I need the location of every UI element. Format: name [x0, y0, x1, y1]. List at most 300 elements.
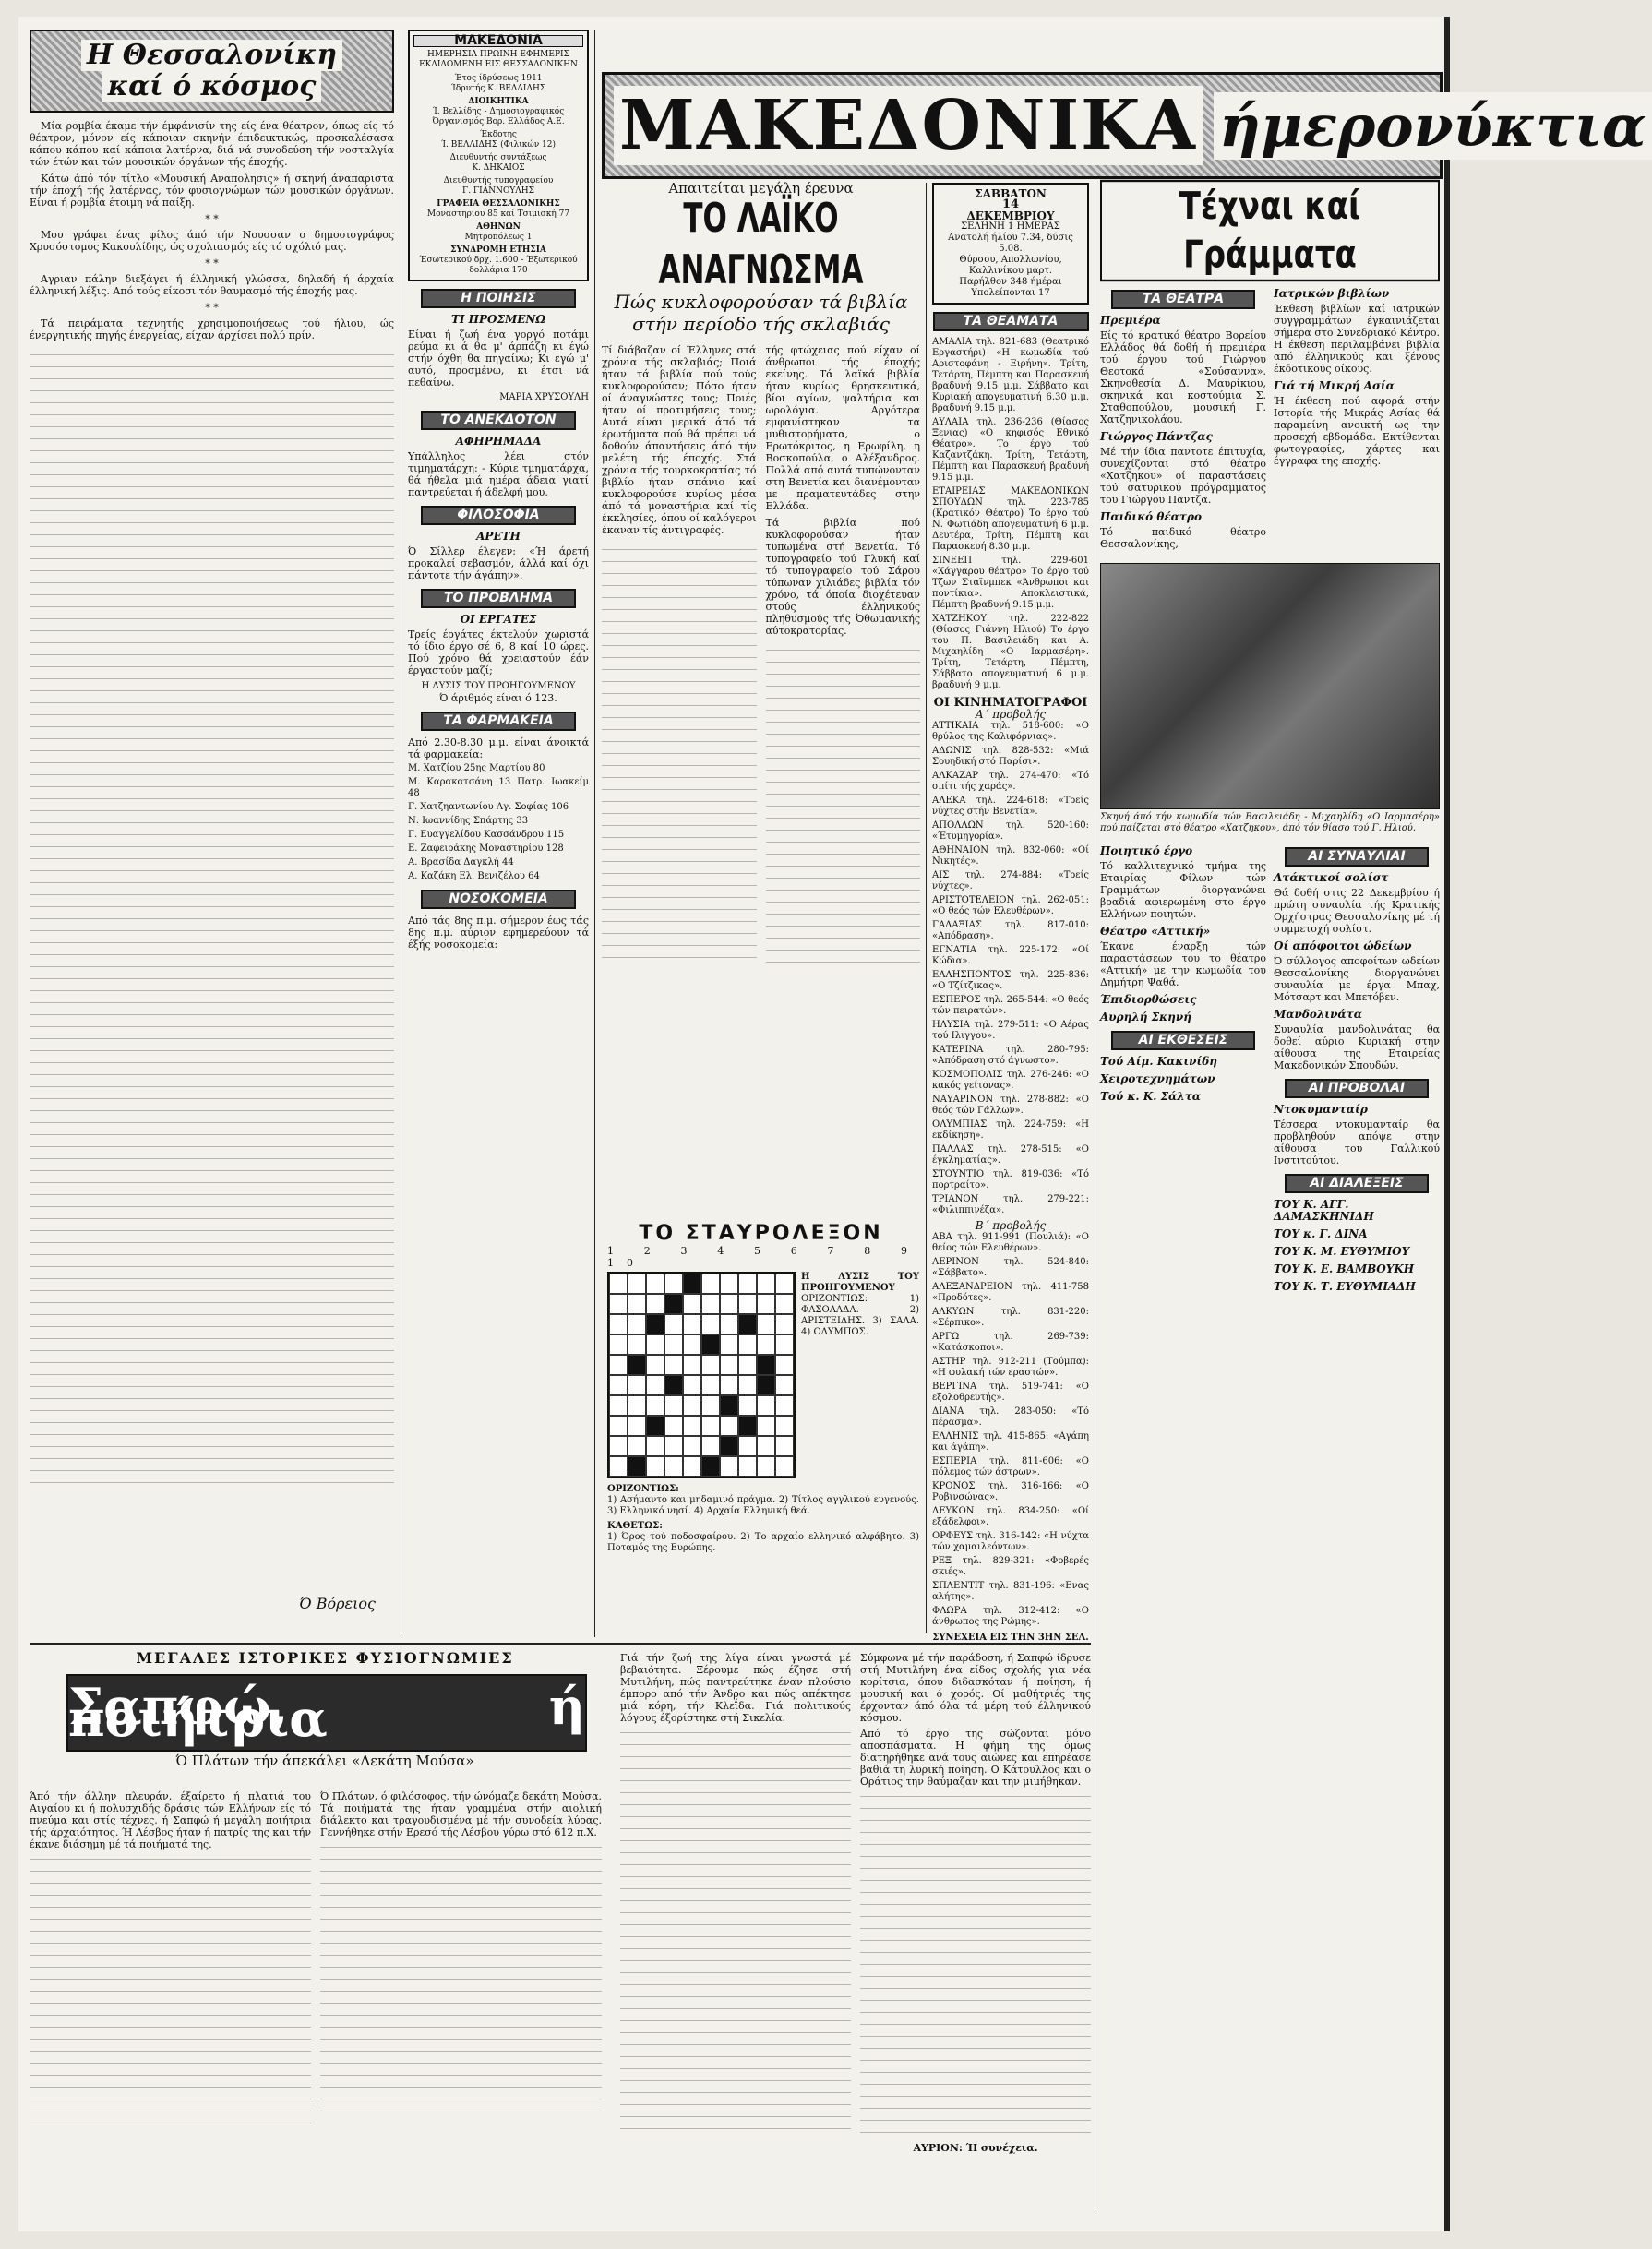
theatre-item: ΕΤΑΙΡΕΙΑΣ ΜΑΚΕΔΟΝΙΚΩΝ ΣΠΟΥΔΩΝ τηλ. 223-785 (Κρατικόν Θέατρο) Το έργο τού Ν. Φωτιάδη απογευματινή 6 μ.μ. Δευτέρα, Τρίτη, Πέμπτη και Παρασκευή 8.30 μ.μ. — [932, 486, 1089, 552]
cinema-item: ΚΑΤΕΡΙΝΑ τηλ. 280-795: «Απόδραση στό άγνωστο». — [932, 1045, 1089, 1066]
section-head-hospitals: ΝΟΣΟΚΟΜΕΙΑ — [421, 890, 577, 909]
crossword-cell — [664, 1355, 683, 1375]
middle-column — [408, 30, 589, 1637]
crossword-cell — [757, 1274, 775, 1294]
attiki-subhead: Θέατρο «Αττική» — [1100, 925, 1211, 938]
cinema-item: ΑΣΤΗΡ τηλ. 912-211 (Τούμπα): «Η φυλακή τών εραστών». — [932, 1357, 1089, 1378]
crossword-cell — [775, 1456, 794, 1477]
crossword-cell — [683, 1355, 701, 1375]
sappho-article — [30, 1649, 1091, 2224]
listings-column — [932, 183, 1089, 1807]
crossword-across-label: ΟΡΙΖΟΝΤΙΩΣ: — [607, 1484, 679, 1494]
crossword-cell — [664, 1436, 683, 1456]
crossword-cell — [757, 1314, 775, 1334]
crossword-cell — [701, 1416, 720, 1436]
text-lines-filler — [30, 1850, 311, 2127]
date-remaining: Υπολείπονται 17 — [971, 288, 1050, 298]
mandolins-subhead: Μανδολινάτα — [1274, 1008, 1362, 1021]
crossword-cell — [738, 1274, 757, 1294]
sappho-col-text: Ό Πλάτων, ό φιλόσοφος, τήν ώνόμαζε δεκάτη Μούσα. Τά ποιήματά της ήταν γραμμένα στήν αιολική διάλεκτο και τραγουδισμένα μέ τήν συνοδεία λύρας. Γεννήθηκε στήν Ερεσό τής Λέσβου γύρω στό 612 π.Χ. — [320, 1790, 602, 1838]
masthead-management: Ί. Βελλίδης - Δημοσιογραφικός Όργανισμός Βορ. Ελλάδος Α.Ε. — [432, 107, 565, 126]
cinema-item: ΤΡΙΑΝΟΝ τηλ. 279-221: «Φιλιππινέζα». — [932, 1194, 1089, 1215]
masthead-logo: ΜΑΚΕΔΟΝΙΑ — [413, 35, 583, 47]
crossword-cell — [720, 1375, 738, 1395]
crossword-cell — [683, 1395, 701, 1416]
books-subhead: Ιατρικών βιβλίων — [1274, 287, 1390, 300]
arts-col — [1274, 282, 1440, 550]
left-column-title-line1: Η Θεσσαλονίκη — [81, 40, 342, 71]
cinema-item: ΟΡΦΕΥΣ τηλ. 316-142: «Η νύχτα τών χαμαιλεόντων». — [932, 1531, 1089, 1552]
crossword-cell — [609, 1375, 628, 1395]
arts-col — [1100, 840, 1266, 1296]
concert-subhead: Ατάκτικοί σολίστ — [1274, 871, 1389, 884]
crossword-black-cell — [720, 1436, 738, 1456]
sappho-col — [620, 1652, 851, 2154]
left-paragraph: Τά πειράματα τεχνητής χρησιμοποιήσεως τού ήλιου, ώς ένεργητικής πηγής ένεργείας, είχαν άρχίσει πολύ πρίν. — [30, 317, 394, 341]
crossword-black-cell — [683, 1274, 701, 1294]
crossword-cell — [775, 1274, 794, 1294]
arts-top — [1100, 282, 1440, 550]
date-elapsed: Παρήλθον 348 ήμέραι — [959, 277, 1062, 287]
crossword-cell — [757, 1395, 775, 1416]
cinema-item: ΣΠΛΕΝΤΙΤ τηλ. 831-196: «Ενας αλήτης». — [932, 1581, 1089, 1602]
feature-headline: ΤΟ ΛΑΪΚΟ ΑΝΑΓΝΩΣΜΑ — [658, 195, 864, 294]
lecture-list — [1274, 1199, 1440, 1293]
sappho-title-box — [66, 1674, 587, 1752]
cinema-item: ΡΕΞ τηλ. 829-321: «Φοβερές σκιές». — [932, 1556, 1089, 1577]
arts-title: Τέχναι καί Γράμματα — [1100, 180, 1440, 281]
section-head-anecdote: ΤΟ ΑΝΕΚΔΟΤΟΝ — [421, 411, 577, 430]
sappho-title: Σαπφώ, ή ποιήτρια — [68, 1677, 585, 1748]
philosophy-subhead: ΑΡΕΤΗ — [476, 530, 521, 543]
cinema-item: ΑΛΚΥΩΝ τηλ. 831-220: «Σέρπικο». — [932, 1307, 1089, 1328]
show-item: Χειροτεχνημάτων — [1100, 1072, 1215, 1085]
left-column-title-line2: καί ό κόσμος — [102, 71, 322, 102]
middle-sections — [408, 289, 589, 951]
crossword-cell — [683, 1416, 701, 1436]
cinema-item: ΑΛΚΑΖΑΡ τηλ. 274-470: «Τό σπίτι τής χαράς». — [932, 771, 1089, 792]
crossword-cell — [609, 1274, 628, 1294]
text-lines-filler — [766, 641, 921, 974]
crossword-cell — [628, 1314, 646, 1334]
crossword-cell — [738, 1456, 757, 1477]
left-column-body: Μία ρομβία έκαμε τήν έμφάνισίν της είς ένα θέατρον, όπως είς τό θέατρον, μόνον είς κάποιαν σκηνήν έπιδεικτικώς, προσκαλέσασα κάπου κάπου καί κάποια λατέρνα, διά νά συνοδεύση τήν νοσταλγία τών έτών και τών μουσικών όργάνων τής έποχής. Κάτω άπό τόν τίτλο «Μουσική Αναπολησις» ή σκηνή άναπαριστα τήν έποχή τής λατέρνας, τόν φυσιογνώμων τών μουσικών όργάνων. Είναι ή ρομβία έτοιμη νά παίξη. * * Μου γράφει ένας φίλος άπό τήν Νουσσαν ο δημοσιογράφος Χρυσόστομος Κακουλίδης, ώς σχολιασμός είς τό σχόλιό μας. * * Αγριαν πάλην διεξάγει ή έλληνική γλώσσα, δηλαδή ή άρχαία έλληνική λέξις. Από τούς είκοσι τόν θαυμασμό τής έποχής μας. * * Τά πειράματα τεχνητής χρησιμοποιήσεως τού ήλιου, ώς ένεργητικής πηγής ένεργείας, είχαν άρχίσει πολύ πρίν. — [30, 120, 394, 1490]
cinema-item: ΑΕΡΙΝΟΝ τηλ. 524-840: «Σάββατο». — [932, 1257, 1089, 1278]
main-header-subtitle: ήμερονύκτια — [1214, 92, 1652, 160]
crossword-black-cell — [720, 1395, 738, 1416]
masthead-director: Γ. ΓΙΑΝΝΟΥΛΗΣ — [461, 186, 535, 196]
concert-text: Θά δοθή στις 22 Δεκεμβρίου ή πρώτη συναυλία τής Κρατικής Ορχήστρας Θεσσαλονίκης μέ τή συμμετοχή σολίστ. — [1274, 887, 1440, 935]
crossword-cell — [775, 1355, 794, 1375]
premiere-text: Είς τό κρατικό θέατρο Βορείου Ελλάδος θά δοθή ή πρεμιέρα τού έργου τού Γιώργου Θεοτοκά «Σούσαννα». Σκηνοθεσία Δ. Μαυρίκιου, σκηνικά και κοστούμια Σ. Σταθοπούλου, μουσική Γ. Χατζηνικολάου. — [1100, 329, 1266, 425]
feature-article — [602, 180, 920, 1221]
arts-column — [1100, 183, 1440, 2222]
text-lines-filler — [320, 1838, 602, 2115]
crossword-cell — [664, 1456, 683, 1477]
crossword-cell — [720, 1456, 738, 1477]
section-head-screenings: ΑΙ ΠΡΟΒΟΛΑΙ — [1285, 1079, 1429, 1098]
books-text: Έκθεση βιβλίων καί ιατρικών συγγραμμάτων έγκαινιάζεται σήμερα στο Συνεδριακό Κέντρο. Η έκθεση περιλαμβάνει βιβλία από έλληνικούς και ξένους έκδοτικούς οίκους. — [1274, 303, 1441, 375]
column-rule — [594, 30, 595, 1637]
date-month: ΔΕΚΕΜΒΡΙΟΥ — [966, 209, 1055, 222]
date-sun: Ανατολή ήλίου 7.34, δύσις 5.08. — [948, 233, 1073, 254]
crossword-cell — [720, 1294, 738, 1314]
crossword-grid — [607, 1272, 796, 1478]
lecture-item: ΤΟΥ Κ. Ε. ΒΑΜΒΟΥΚΗ — [1274, 1262, 1415, 1275]
crossword-cell — [683, 1294, 701, 1314]
cinema-item: ΕΣΠΕΡΙΑ τηλ. 811-606: «Ο πόλεμος τών άστρων». — [932, 1456, 1089, 1477]
crossword-black-cell — [646, 1314, 664, 1334]
crossword-black-cell — [646, 1416, 664, 1436]
crossword-cell — [628, 1395, 646, 1416]
crossword-cell — [683, 1456, 701, 1477]
cinema-item: ΟΛΥΜΠΙΑΣ τηλ. 224-759: «Η εκδίκηση». — [932, 1119, 1089, 1141]
cinema-item: ΑΙΣ τηλ. 274-884: «Τρείς νύχτες». — [932, 870, 1089, 891]
crossword-clues — [607, 1484, 919, 1554]
feature-kicker: Απαιτείται μεγάλη έρευνα — [668, 180, 854, 197]
aurelio-subhead: Αυρηλή Σκηνή — [1100, 1011, 1191, 1023]
photo-caption: Σκηνή άπό τήν κωμωδία τών Βασιλειάδη - Μιχαηλίδη «Ο Ιαρμασέρη» πού παίζεται στό θέατρο «Χατζηκου», άπό τόν θίασο τού Γ. Ηλιού. — [1100, 812, 1440, 833]
poetry-author: ΜΑΡΙΑ ΧΡΥΣΟΥΛΗ — [499, 392, 589, 402]
section-head-philosophy: ΦΙΛΟΣΟΦΙΑ — [421, 506, 577, 525]
poetry-subhead: ΤΙ ΠΡΟΣΜΕΝΩ — [450, 313, 546, 326]
crossword-black-cell — [738, 1416, 757, 1436]
arts-col — [1100, 282, 1266, 550]
theatre-list — [932, 337, 1089, 691]
masthead-offices-label: ΓΡΑΦΕΙΑ ΘΕΣΣΑΛΟΝΙΚΗΣ — [437, 199, 560, 209]
crossword-cell — [646, 1395, 664, 1416]
first-run-list — [932, 721, 1089, 1216]
crossword-cell — [646, 1375, 664, 1395]
crossword-black-cell — [738, 1314, 757, 1334]
crossword-cell — [738, 1355, 757, 1375]
date-moon: ΣΕΛΗΝΗ 1 ΗΜΕΡΑΣ — [961, 221, 1060, 232]
crossword-cell — [701, 1314, 720, 1334]
crossword-across: 1) Ασήμαντο και μηδαμινό πράγμα. 2) Τίτλος αγγλικού ευγενούς. 3) Ελληνικό νησί. 4) Αρχαία Ελληνική θεά. — [607, 1495, 919, 1516]
crossword-black-cell — [664, 1294, 683, 1314]
sappho-col-text: Άπό τήν άλλην πλευράν, έξαίρετο ή πλατιά του Αιγαίου κι ή πολυσχιδής δράσις τών Ελλήνων είς τό πνεύμα και στίς τέχνες, ή Σαπφώ ή μεγάλη ποιήτρια τής άρχαιότητος. Ή Λέσβος ήταν ή πατρίς της και τήν έκανε διάσημη μέ τά ποιήματά της. — [30, 1790, 311, 1850]
cinema-item: ΗΛΥΣΙΑ τηλ. 279-511: «Ο Αέρας τού Ιλιγγου». — [932, 1020, 1089, 1041]
attiki-text: Έκανε έναρξη τών παραστάσεων του το θέατρο «Αττική» με την κωμωδία του Δημήτρη Ψαθά. — [1100, 940, 1266, 988]
anecdote-text: Υπάλληλος λέει στόν τιμηματάρχη: - Κύριε τμηματάρχα, θά ήθελα μιά ημέρα άδεια γιατί παντρεύεται ή άδελφή μου. — [408, 450, 589, 498]
crossword-cell — [757, 1456, 775, 1477]
sappho-col-text: Γιά τήν ζωή της λίγα είναι γνωστά μέ βεβαιότητα. Ξέρουμε πώς έζησε στή Μυτιλήνη, πώς παντρεύτηκε έναν πλούσιο έμπορο από τήν Άνδρο και πώς απέκτησε μιά κόρη, τήν Κλεΐδα. Γιά πολιτικούς λόγους έξορίστηκε στή Σικελία. — [620, 1652, 851, 1724]
cinema-item: ΔΙΑΝΑ τηλ. 283-050: «Τό πέρασμα». — [932, 1406, 1089, 1428]
crossword-cell — [646, 1274, 664, 1294]
pharmacies-text: Από 2.30-8.30 μ.μ. είναι άνοικτά τά φαρμακεία: — [408, 736, 589, 760]
crossword-black-cell — [757, 1355, 775, 1375]
crossword-cell — [775, 1416, 794, 1436]
cinema-item: ΑΡΓΩ τηλ. 269-739: «Κατάσκοποι». — [932, 1332, 1089, 1353]
crossword-cell — [609, 1456, 628, 1477]
music-text: Ό σύλλογος αποφοίτων ωδείων Θεσσαλονίκης διοργανώνει συναυλία με έργα Μπαχ, Μότσαρτ και Μπετόβεν. — [1274, 955, 1440, 1003]
crossword-cell — [738, 1294, 757, 1314]
crossword-cell — [757, 1294, 775, 1314]
cinema-item: ΑΛΕΞΑΝΔΡΕΙΟΝ τηλ. 411-758 «Προδότες». — [932, 1282, 1089, 1303]
crossword-cell — [609, 1334, 628, 1355]
pharmacy-item: Μ. Καρακατσάνη 13 Πατρ. Ιωακείμ 48 — [408, 777, 589, 798]
crossword-cell — [646, 1334, 664, 1355]
masthead-athens-label: ΑΘΗΝΩΝ — [476, 222, 521, 232]
crossword-black-cell — [701, 1456, 720, 1477]
cinema-item: ΑΛΕΚΑ τηλ. 224-618: «Τρείς νύχτες στήν Βενετία». — [932, 796, 1089, 817]
lecture-item: ΤΟΥ Κ. Τ. ΕΥΘΥΜΙΑΔΗ — [1274, 1280, 1416, 1293]
arts-bottom — [1100, 840, 1440, 1296]
text-lines-filler — [602, 541, 757, 965]
crossword-cell — [775, 1375, 794, 1395]
sappho-subtitle: Ό Πλάτων τήν άπεκάλει «Δεκάτη Μούσα» — [175, 1753, 474, 1769]
sappho-col — [860, 1652, 1091, 2154]
crossword-cell — [701, 1395, 720, 1416]
main-header-title: ΜΑΚΕΔΟΝΙΚΑ — [614, 86, 1203, 165]
cinema-item: ΑΠΟΛΛΩΝ τηλ. 520-160: «Έτυμηγορία». — [932, 820, 1089, 842]
show-item: Τού κ. Κ. Σάλτα — [1100, 1090, 1202, 1103]
crossword-cell — [738, 1375, 757, 1395]
premiere-subhead: Πρεμιέρα — [1100, 314, 1161, 327]
crossword-cell — [775, 1334, 794, 1355]
repairs-subhead: Έπιδιορθώσεις — [1100, 993, 1197, 1006]
crossword-cell — [738, 1436, 757, 1456]
philosophy-text: Ό Σίλλερ έλεγεν: «Ή άρετή προκαλεί σεβασμόν, άλλά καί όχι πάντοτε τήν άγάπην». — [408, 545, 589, 581]
crossword-cell — [664, 1314, 683, 1334]
feature-col-text: Τί διάβαζαν οί Έλληνες στά χρόνια τής σκλαβιάς; Ποιά ήταν τά βιβλία πού τούς κυκλοφορούσαν; Πόσο ήταν οί άναγνώστες τους; Ποιές ήταν οί προτιμήσεις τους; Αυτά είναι μερικά άπό τά έρωτήματα πού θά πρέπει νά δοθούν άπαντήσεις άπό τήν μελέτη τής έποχής. Στά χρόνια τής τουρκοκρατίας τό βιβλίο ήταν σπάνιο καί κυκλοφορούσε κυρίως μέσα άπό τά μοναστήρια καί τίς έκκλησίες, όπου οί καλόγεροι έκαναν τίς άντιγραφές. — [602, 344, 757, 536]
crossword-cell — [646, 1355, 664, 1375]
crossword-cell — [628, 1416, 646, 1436]
text-lines-filler — [30, 346, 394, 1490]
masthead-founded: Έτος ίδρύσεως 1911 — [454, 74, 543, 83]
arts-col — [1274, 840, 1440, 1296]
pharmacy-item: Α. Καζάκη Ελ. Βενιζέλου 64 — [408, 871, 540, 881]
feature-col-text: τής φτώχειας πού είχαν οί άνθρωποι τής έποχής εκείνης. Τά λαϊκά βιβλία ήταν κυρίως θρησκευτικά, βίοι αγίων, ψαλτήρια και ωρολόγια. Αργότερα εμφανίστηκαν τα μυθιστορήματα, ο Ερωτόκριτος, η Ερωφίλη, η Βοσκοπούλα, ο Αλέξανδρος. Πολλά από αυτά τυπώνονταν στη Βενετία και διανέμονταν με πραματευτάδες στην Ελλάδα. — [765, 344, 920, 512]
feature-body — [602, 344, 920, 974]
crossword-cell — [757, 1334, 775, 1355]
theatre-item: ΣΙΝΕΕΠ τηλ. 229-601 «Χάγγαρου θέατρο» Το έργο τού Τζων Σταϊνμπεκ «Άνθρωποι και ποντίκια». Αποκλειστικά, Πέμπτη βραδυνή 9.15 μ.μ. — [932, 556, 1089, 610]
left-paragraph: Μία ρομβία έκαμε τήν έμφάνισίν της είς ένα θέατρον, όπως είς τό θέατρον, μόνον είς κάποιαν σκηνήν έπιδεικτικώς, προσκαλέσασα κάπου κάπου καί κάποια λατέρνα, διά νά συνοδεύση τήν νοσταλγία τών έτών και τών μουσικών όργάνων τής έποχής. — [30, 120, 394, 168]
feature-col — [766, 344, 921, 974]
crossword-numbers: 1 2 3 4 5 6 7 8 9 10 — [607, 1245, 920, 1269]
crossword-cell — [775, 1294, 794, 1314]
section-head-problem: ΤΟ ΠΡΟΒΛΗΜΑ — [421, 589, 577, 608]
problem-answer: Ό άριθμός είναι ό 123. — [439, 692, 557, 704]
second-run-head: Β΄ προβολής — [975, 1219, 1047, 1232]
crossword-cell — [701, 1294, 720, 1314]
section-head-concerts: ΑΙ ΣΥΝΑΥΛΙΑΙ — [1285, 847, 1429, 867]
crossword-cell — [646, 1436, 664, 1456]
pharmacy-item: Γ. Χατζηαντωνίου Αγ. Σοφίας 106 — [408, 802, 569, 812]
crossword-black-cell — [628, 1456, 646, 1477]
column-rule — [926, 183, 927, 1633]
crossword-cell — [628, 1274, 646, 1294]
left-column — [30, 30, 394, 1637]
crossword-cell — [720, 1334, 738, 1355]
theatre-item: ΧΑΤΖΗΚΟΥ τηλ. 222-822 (Θίασος Γιάννη Ηλιού) Το έργο του Π. Βασιλειάδη και Α. Μιχαηλίδη «Ο Ιαρμασέρη». Τρίτη, Τετάρτη, Πέμπτη, Σάββατο απογευματινή 6 μ.μ. βραδυνή 9 μ.μ. — [932, 614, 1089, 690]
masthead-subscriptions-label: ΣΥΝΔΡΟΜΗ ΕΤΗΣΙΑ — [450, 245, 546, 255]
left-paragraph: Μου γράφει ένας φίλος άπό τήν Νουσσαν ο δημοσιογράφος Χρυσόστομος Κακουλίδης, ώς σχολιασμός είς τό σχόλιό μας. — [30, 229, 394, 253]
crossword-cell — [720, 1314, 738, 1334]
section-head-poetry: Η ΠΟΙΗΣΙΣ — [421, 289, 577, 308]
cinema-item: ΕΣΠΕΡΟΣ τηλ. 265-544: «Ο θεός τών πειρατών». — [932, 995, 1089, 1016]
sappho-col-text: Από τό έργο της σώζονται μόνο αποσπάσματα. Η φήμη της όμως διατηρήθηκε ανά τους αιώνες και επηρέασε βαθιά τη λυρική ποίηση. Ο Κάτουλλος και ο Οράτιος την θαύμαζαν και την μιμήθηκαν. — [860, 1728, 1091, 1788]
crossword-cell — [609, 1416, 628, 1436]
crossword-cell — [664, 1416, 683, 1436]
masthead-editor: Κ. ΔΗΚΑΙΟΣ — [472, 163, 525, 173]
section-head-arts-theatre: ΤΑ ΘΕΑΤΡΑ — [1111, 290, 1255, 309]
cinema-item: ΑΤΤΙΚΑΙΑ τηλ. 518-600: «Ο θρύλος της Καλιφόρνιας». — [932, 721, 1089, 742]
crossword-black-cell — [757, 1375, 775, 1395]
sappho-body-right — [620, 1652, 1091, 2154]
asia-subhead: Γιά τή Μικρή Ασία — [1274, 379, 1395, 392]
masthead-founder: Ίδρυτής Κ. ΒΕΛΛΙΔΗΣ — [450, 84, 546, 93]
theatre-item: ΑΥΛΑΙΑ τηλ. 236-236 (Θίασος Ξενιας) «Ο κηφισός Εθνικό Θέατρο». Το έργο τού Καζαντζάκη. Τρίτη, Τετάρτη, Πέμπτη και Παρασκευή βραδυνή 9.15 μ.μ. — [932, 417, 1089, 483]
crossword-cell — [775, 1314, 794, 1334]
sappho-body-left — [30, 1790, 602, 2127]
text-lines-filler — [860, 1788, 1091, 2138]
lecture-item: ΤΟΥ Κ. Μ. ΕΥΘΥΜΙΟΥ — [1274, 1245, 1410, 1258]
sappho-col — [320, 1790, 602, 2127]
crossword-cell — [609, 1294, 628, 1314]
show-list — [1100, 1056, 1266, 1103]
crossword-cell — [628, 1375, 646, 1395]
crossword-cell — [738, 1334, 757, 1355]
crossword-cell — [609, 1355, 628, 1375]
first-run-head: Α΄ προβολής — [975, 708, 1047, 721]
crossword-cell — [609, 1395, 628, 1416]
pharmacy-item: Γ. Ευαγγελίδου Κασσάνδρου 115 — [408, 830, 565, 840]
crossword-cell — [701, 1274, 720, 1294]
crossword-cell — [683, 1314, 701, 1334]
cinema-item: ΝΑΥΑΡΙΝΟΝ τηλ. 278-882: «Ο θεός τών Γάλλων». — [932, 1095, 1089, 1116]
cinema-item: ΣΤΟΥΝΤΙΟ τηλ. 819-036: «Τό πορτραίτο». — [932, 1169, 1089, 1190]
crossword-cell — [701, 1355, 720, 1375]
masthead-box — [408, 30, 589, 281]
sappho-kicker: ΜΕΓΑΛΕΣ ΙΣΤΟΡΙΚΕΣ ΦΥΣΙΟΓΝΩΜΙΕΣ — [136, 1649, 514, 1667]
crossword-cell — [628, 1334, 646, 1355]
crossword-cell — [609, 1436, 628, 1456]
theatre-item: ΑΜΑΛΙΑ τηλ. 821-683 (Θεατρικό Εργαστήρι) «Η κωμωδία τού Αριστοφάνη - Ειρήνη». Τρίτη, Τετάρτη, Πέμπτη και Παρασκευή βραδυνή 9.15 μ.μ. Σάββατο και Κυριακή απογευματινή 6.30 μ.μ. βραδυνή 9.15 μ.μ. — [932, 337, 1089, 413]
screen-text: Τέσσερα ντοκυμανταίρ θα προβληθούν απόψε στην αίθουσα του Γαλλικού Ινστιτούτου. — [1274, 1119, 1440, 1166]
section-head-pharmacies: ΤΑ ΦΑΡΜΑΚΕΙΑ — [421, 712, 577, 731]
cinema-item: ΑΒΑ τηλ. 911-991 (Πουλιά): «Ο θείος τών Ελευθέρων». — [932, 1232, 1089, 1253]
masthead-publisher-label: Έκδοτης — [480, 130, 517, 139]
masthead-publisher: Ί. ΒΕΛΛΙΔΗΣ (Φιλικών 12) — [440, 140, 556, 150]
masthead-director-label: Διευθυντής τυπογραφείου — [443, 176, 554, 185]
left-column-signature: Ό Βόρειος — [299, 1595, 376, 1612]
lecture-item: ΤΟΥ κ. Γ. ΔΙΝΑ — [1274, 1227, 1368, 1240]
crossword-black-cell — [701, 1334, 720, 1355]
listings-continued: ΣΥΝΕΧΕΙΑ ΕΙΣ ΤΗΝ 3ΗΝ ΣΕΛ. — [932, 1633, 1089, 1643]
date-day: ΣΑΒΒΑΤΟΝ — [975, 187, 1047, 200]
masthead-subscriptions: Έσωτερικού δρχ. 1.600 - Έξωτερικού δολλάρια 170 — [419, 256, 578, 275]
cinema-item: ΚΡΟΝΟΣ τηλ. 316-166: «Ο Ροβινσώνας». — [932, 1481, 1089, 1502]
pharmacy-item: Α. Βρασίδα Δαγκλή 44 — [408, 857, 514, 867]
kids-text: Τό παιδικό θέατρο Θεσσαλονίκης, — [1100, 526, 1266, 550]
cinemas-head: ΟΙ ΚΙΝΗΜΑΤΟΓΡΑΦΟΙ — [933, 696, 1088, 710]
crossword-cell — [609, 1314, 628, 1334]
cinema-item: ΛΕΥΚΟΝ τηλ. 834-250: «Οί εξάδελφοι». — [932, 1506, 1089, 1527]
poetry-work-subhead: Ποιητικό έργο — [1100, 844, 1193, 857]
asia-text: Ή έκθεση πού αφορά στήν Ιστορία τής Μικράς Ασίας θά παραμείνη ανοικτή ως την προσεχή εβδομάδα. Εκτίθενται φωτογραφίες, χάρτες και έγγραφα της εποχής. — [1274, 395, 1440, 467]
crossword-head: ΤΟ ΣΤΑΥΡΟΛΕΞΟΝ — [639, 1222, 883, 1245]
second-run-list — [932, 1232, 1089, 1628]
lecture-item: ΤΟΥ Κ. ΑΓΓ. ΔΑΜΑΣΚΗΝΙΔΗ — [1274, 1198, 1374, 1223]
crossword-black-cell — [628, 1355, 646, 1375]
crossword-cell — [664, 1334, 683, 1355]
crossword-black-cell — [664, 1375, 683, 1395]
masthead-editor-label: Διευθυντής συντάξεως — [449, 153, 547, 162]
date-box — [932, 183, 1089, 305]
cinema-item: ΑΡΙΣΤΟΤΕΛΕΙΟΝ τηλ. 262-051: «Ο θεός τών Ελευθέρων». — [932, 895, 1089, 916]
kids-subhead: Παιδικό θέατρο — [1100, 510, 1202, 523]
cinema-item: ΠΑΛΛΑΣ τηλ. 278-515: «Ο έγκληματίας». — [932, 1144, 1089, 1166]
cinema-item: ΕΛΛΗΝΙΣ τηλ. 415-865: «Αγάπη και άγάπη». — [932, 1431, 1089, 1453]
feature-deck-line2: στήν περίοδο τής σκλαβιάς — [632, 313, 890, 335]
main-header-banner — [602, 72, 1646, 179]
crossword-cell — [683, 1436, 701, 1456]
crossword-cell — [701, 1375, 720, 1395]
crossword-cell — [646, 1456, 664, 1477]
crossword-cell — [628, 1436, 646, 1456]
crossword-cell — [775, 1436, 794, 1456]
crossword-cell — [757, 1436, 775, 1456]
masthead-offices: Μοναστηρίου 85 καί Τσιμισκή 77 — [426, 209, 570, 219]
section-head-lectures: ΑΙ ΔΙΑΛΕΞΕΙΣ — [1285, 1174, 1429, 1193]
crossword-cell — [720, 1416, 738, 1436]
cinema-item: ΦΛΩΡΑ τηλ. 312-412: «Ο άνθρωπος της Ρώμης». — [932, 1606, 1089, 1627]
crossword-cell — [664, 1274, 683, 1294]
problem-answer-label: Η ΛΥΣΙΣ ΤΟΥ ΠΡΟΗΓΟΥΜΕΝΟΥ — [421, 681, 576, 691]
crossword-cell — [757, 1416, 775, 1436]
text-lines-filler — [620, 1724, 851, 2130]
crossword-down: 1) Όρος τού ποδοσφαίρου. 2) Το αρχαίο ελληνικό αλφάβητο. 3) Ποταμός της Ευρώπης. — [607, 1532, 919, 1553]
poetry-text: Είναι ή ζωή ένα γοργό ποτάμι ρεύμα κι ά θα μ' άρπάζη κι έγώ στήν όχθη θα πηγαίνω; Κι εγώ μ' αυτό, προσμένω, κι έτσι νά πεθαίνω. — [408, 329, 589, 389]
crossword-answer-label: Η ΛΥΣΙΣ ΤΟΥ ΠΡΟΗΓΟΥΜΕΝΟΥ — [801, 1272, 919, 1293]
crossword-cell — [646, 1294, 664, 1314]
pharmacy-item: Μ. Χατζίου 25ης Μαρτίου 80 — [408, 763, 545, 773]
pharmacy-item: Ν. Ιωαννίδης Σπάρτης 33 — [408, 816, 529, 826]
crossword-cell — [701, 1436, 720, 1456]
pharmacy-list — [408, 763, 589, 882]
section-head-theatres: ΤΑ ΘΕΑΜΑΤΑ — [933, 312, 1089, 331]
theatre-photo — [1100, 563, 1440, 809]
left-paragraph: Κάτω άπό τόν τίτλο «Μουσική Αναπολησις» ή σκηνή άναπαριστα τήν έποχή τής λατέρνας, τόν φυσιογνώμων τών μουσικών όργάνων. Είναι ή ρομβία έτοιμη νά παίξη. — [30, 173, 394, 209]
cinema-item: ΚΟΣΜΟΠΟΛΙΣ τηλ. 276-246: «Ο κακός γείτονας». — [932, 1070, 1089, 1091]
crossword-cell — [775, 1395, 794, 1416]
pantis-subhead: Γιώργος Πάντζας — [1100, 430, 1213, 443]
section-head-shows: ΑΙ ΕΚΘΕΣΕΙΣ — [1111, 1031, 1255, 1050]
poetry-work-text: Τό καλλιτεχνικό τμήμα της Εταιρίας Φίλων τών Γραμμάτων διοργανώνει βραδιά αφιερωμένη στο έργο Ελλήνων ποιητών. — [1100, 860, 1266, 920]
crossword-cell — [628, 1294, 646, 1314]
left-paragraph: Αγριαν πάλην διεξάγει ή έλληνική γλώσσα, δηλαδή ή άρχαία έλληνική λέξις. Από τούς είκοσι τόν θαυμασμό τής έποχής μας. — [30, 273, 394, 297]
hospitals-text: Από τάς 8ης π.μ. σήμερον έως τάς 8ης π.μ. αύριον εφημερεύουν τά έξής νοσοκομεία: — [408, 915, 589, 951]
masthead-athens: Μητροπόλεως 1 — [464, 233, 533, 242]
problem-text: Τρείς έργάτες έκτελούν χωριστά τό ίδιο έργο σέ 6, 8 καί 10 ώρες. Πού χρόνο θά χρειαστούν έάν έργαστούν μαζί; — [408, 628, 589, 676]
crossword-section — [602, 1222, 920, 1633]
crossword-cell — [683, 1375, 701, 1395]
sappho-continued: ΑΥΡΙΟΝ: Ή συνέχεια. — [913, 2142, 1038, 2154]
newspaper-page — [18, 17, 1646, 2231]
mandolins-text: Συναυλία μανδολινάτας θα δοθεί αύριο Κυριακή στην αίθουσα της Εταιρείας Μακεδονικών Σπουδών. — [1274, 1023, 1440, 1071]
left-column-header — [30, 30, 394, 113]
crossword-cell — [664, 1395, 683, 1416]
crossword-cell — [720, 1274, 738, 1294]
crossword-answer: ΟΡΙΖΟΝΤΙΩΣ: 1) ΦΑΣΟΛΑΔΑ. 2) ΑΡΙΣΤΕΙΔΗΣ. 3) ΣΑΛΑ. 4) ΟΛΥΜΠΟΣ. — [801, 1294, 919, 1337]
section-rule — [30, 1643, 1091, 1645]
cinema-item: ΑΔΩΝΙΣ τηλ. 828-532: «Μιά Σουηδική στό Παρίσι». — [932, 746, 1089, 767]
sappho-col — [30, 1790, 311, 2127]
cinema-item: ΕΛΛΗΣΠΟΝΤΟΣ τηλ. 225-836: «Ο Τζίτζικας». — [932, 970, 1089, 991]
masthead-management-label: ΔΙΟΙΚΗΤΙΚΑ — [468, 97, 529, 106]
pharmacy-item: Ε. Ζαφειράκης Μοναστηρίου 128 — [408, 843, 564, 854]
